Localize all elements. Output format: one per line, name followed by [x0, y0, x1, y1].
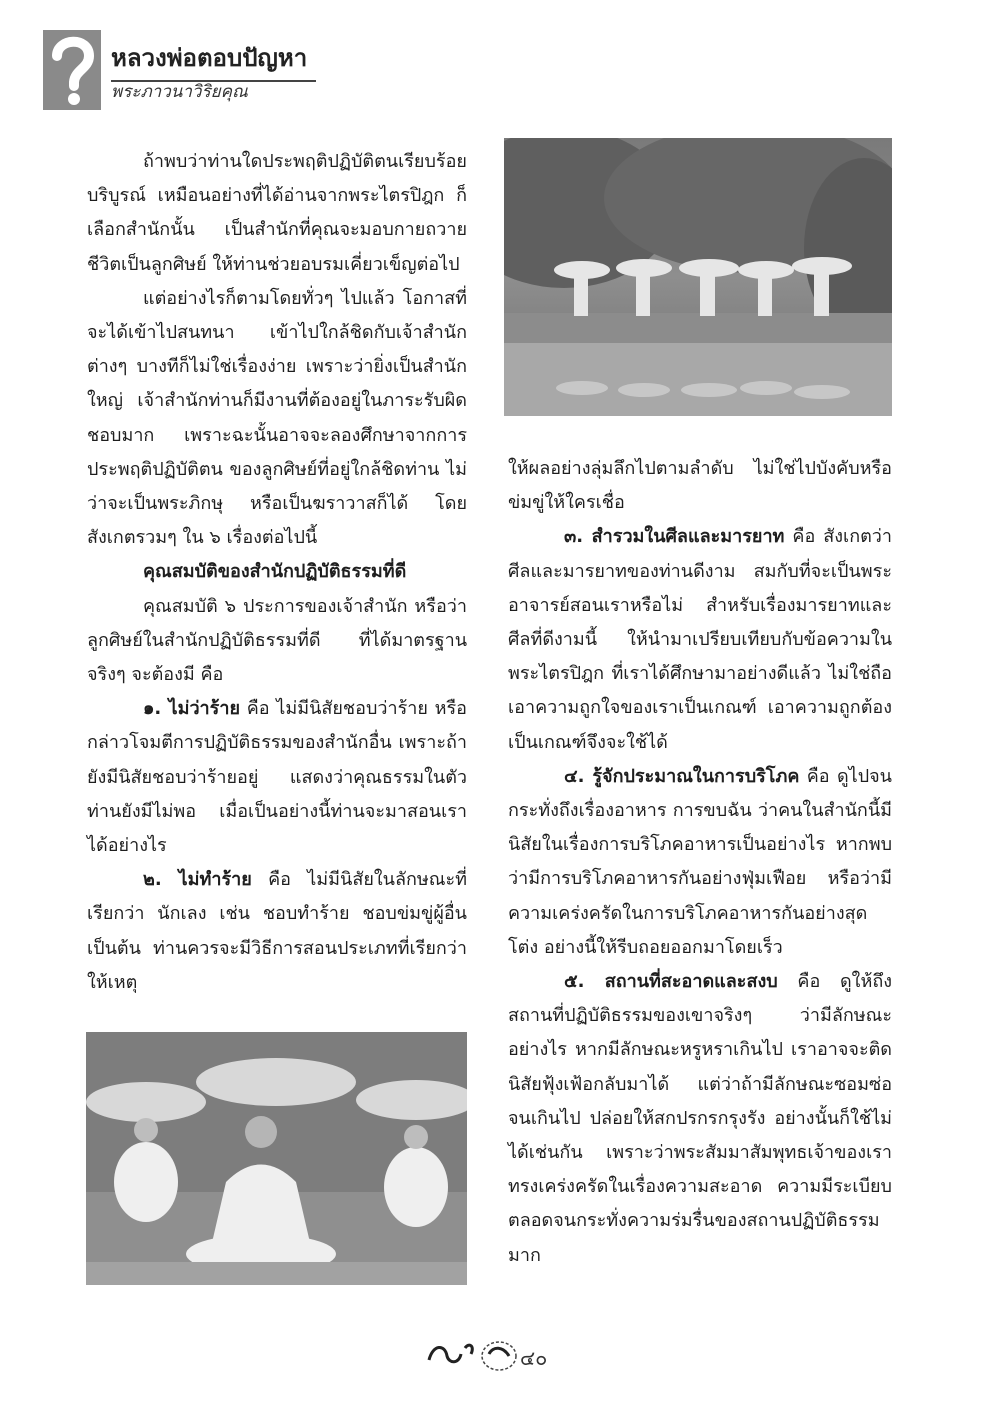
group-meditation-photo — [86, 1032, 467, 1285]
list-item — [508, 965, 892, 1273]
paragraph: แต่อย่างไรก็ตามโดยทั่วๆ ไปแล้ว โอกาสที่จะได้เข้าไปสนทนา เข้าไปใกล้ชิดกับเจ้าสำนักต่างๆ บางทีก็ไม่ใช่เรื่องง่าย เพราะว่ายิ่งเป็นสำนักใหญ่ เจ้าสำนักท่านก็มีงานที่ต้องอยู่ในภาระรับผิดชอบมาก เพราะฉะนั้นอาจจะลองศึกษาจากการประพฤติปฏิบัติตน ของลูกศิษย์ที่อยู่ใกล้ชิดท่าน ไม่ว่าจะเป็นพระภิกษุ หรือเป็นฆราวาสก็ได้ โดยสังเกตรวมๆ ใน ๖ เรื่องต่อไปนี้ — [87, 287, 467, 549]
paragraph: คุณสมบัติ ๖ ประการของเจ้าสำนัก หรือว่าลูกศิษย์ในสำนักปฏิบัติธรรมที่ดี ที่ได้มาตรฐานจริงๆ จะต้องมี คือ — [87, 595, 467, 686]
subheading: คุณสมบัติของสำนักปฏิบัติธรรมที่ดี — [143, 561, 407, 583]
section-title: หลวงพ่อตอบปัญหา — [111, 38, 316, 82]
item-text: คือ ไม่มีนิสัยชอบว่าร้าย หรือกล่าวโจมตีการปฏิบัติธรรมของสำนักอื่น เพราะถ้ายังมีนิสัยชอบว่าร้ายอยู่ แสดงว่าคุณธรรมในตัวท่านยังมีไม่พอ เมื่อเป็นอย่างนี้ท่านจะมาสอนเราได้อย่างไร — [87, 698, 467, 857]
item-title: ๓. สำรวมในศีลและมารยาท — [564, 526, 785, 548]
meditation-umbrellas-photo — [504, 138, 892, 416]
item-text: คือ ดูไปจนกระทั่งถึงเรื่องอาหาร การขบฉัน ว่าคนในสำนักนี้มีนิสัยในเรื่องการบริโภคอาหารเป็นอย่างไร หากพบว่ามีการบริโภคอาหารกันอย่างฟุ่มเฟือย หรือว่ามีความเคร่งครัดในการบริโภคอาหารกันอย่างสุดโต่ง อย่างนี้ให้รีบถอยออกมาโดยเร็ว — [508, 765, 892, 958]
item-text: คือ ดูให้ถึงสถานที่ปฏิบัติธรรมของเขาจริงๆ ว่ามีลักษณะอย่างไร หากมีลักษณะหรูหราเกินไป เราอาจจะติดนิสัยฟุ้งเฟ้อกลับมาได้ แต่ว่าถ้ามีลักษณะซอมซ่อจนเกินไป ปล่อยให้สกปรกรกรุงรัง อย่างนั้นก็ใช้ไม่ได้เช่นกัน เพราะว่าพระสัมมาสัมพุทธเจ้าของเรา ทรงเคร่งครัดในเรื่องความสะอาด ความมีระเบียบตลอดจนกระทั่งความร่มรื่นของสถานปฏิบัติธรรมมาก — [508, 971, 893, 1266]
list-item — [508, 760, 892, 965]
item-title: ๑. ไม่ว่าร้าย — [143, 698, 240, 720]
question-mark-icon — [43, 30, 101, 110]
paragraph: ถ้าพบว่าท่านใดประพฤติปฏิบัติตนเรียบร้อยบริบูรณ์ เหมือนอย่างที่ได้อ่านจากพระไตรปิฎก ก็เลือกสำนักนั้น เป็นสำนักที่คุณจะมอบกายถวายชีวิตเป็นลูกศิษย์ ให้ท่านช่วยอบรมเคี่ยวเข็ญต่อไป — [87, 151, 467, 275]
item-title: ๕. สถานที่สะอาดและสงบ — [564, 971, 778, 993]
list-item — [508, 520, 892, 759]
item-text: คือ สังเกตว่าศีลและมารยาทของท่านดีงาม สมกับที่จะเป็นพระอาจารย์สอนเราหรือไม่ สำหรับเรื่องมารยาทและศีลที่ดีงามนี้ ให้นำมาเปรียบเทียบกับข้อความในพระไตรปิฎก ที่เราได้ศึกษามาอย่างดีแล้ว ไม่ใช่ถือเอาความถูกใจของเราเป็นเกณฑ์ เอาความถูกต้องเป็นเกณฑ์จึงจะใช้ได้ — [508, 526, 893, 753]
list-item — [87, 692, 467, 863]
author-name: พระภาวนาวิริยคุณ — [111, 82, 248, 102]
left-text-column — [87, 145, 467, 1000]
page-number: ๔๐ — [520, 1346, 548, 1370]
item-title: ๔. รู้จักประมาณในการบริโภค — [564, 765, 800, 787]
paragraph: ให้ผลอย่างลุ่มลึกไปตามลำดับ ไม่ใช่ไปบังคับหรือข่มขู่ให้ใครเชื่อ — [508, 458, 892, 514]
right-text-column — [508, 452, 892, 1273]
item-title: ๒. ไม่ทำร้าย — [143, 869, 252, 891]
magazine-logo-icon — [425, 1334, 520, 1374]
item-text: คือ ไม่มีนิสัยในลักษณะที่เรียกว่า นักเลง เช่น ชอบทำร้าย ชอบข่มขู่ผู้อื่น เป็นต้น ท่านควรจะมีวิธีการสอนประเภทที่เรียกว่า ให้เหตุ — [87, 869, 467, 993]
list-item — [87, 863, 467, 1000]
